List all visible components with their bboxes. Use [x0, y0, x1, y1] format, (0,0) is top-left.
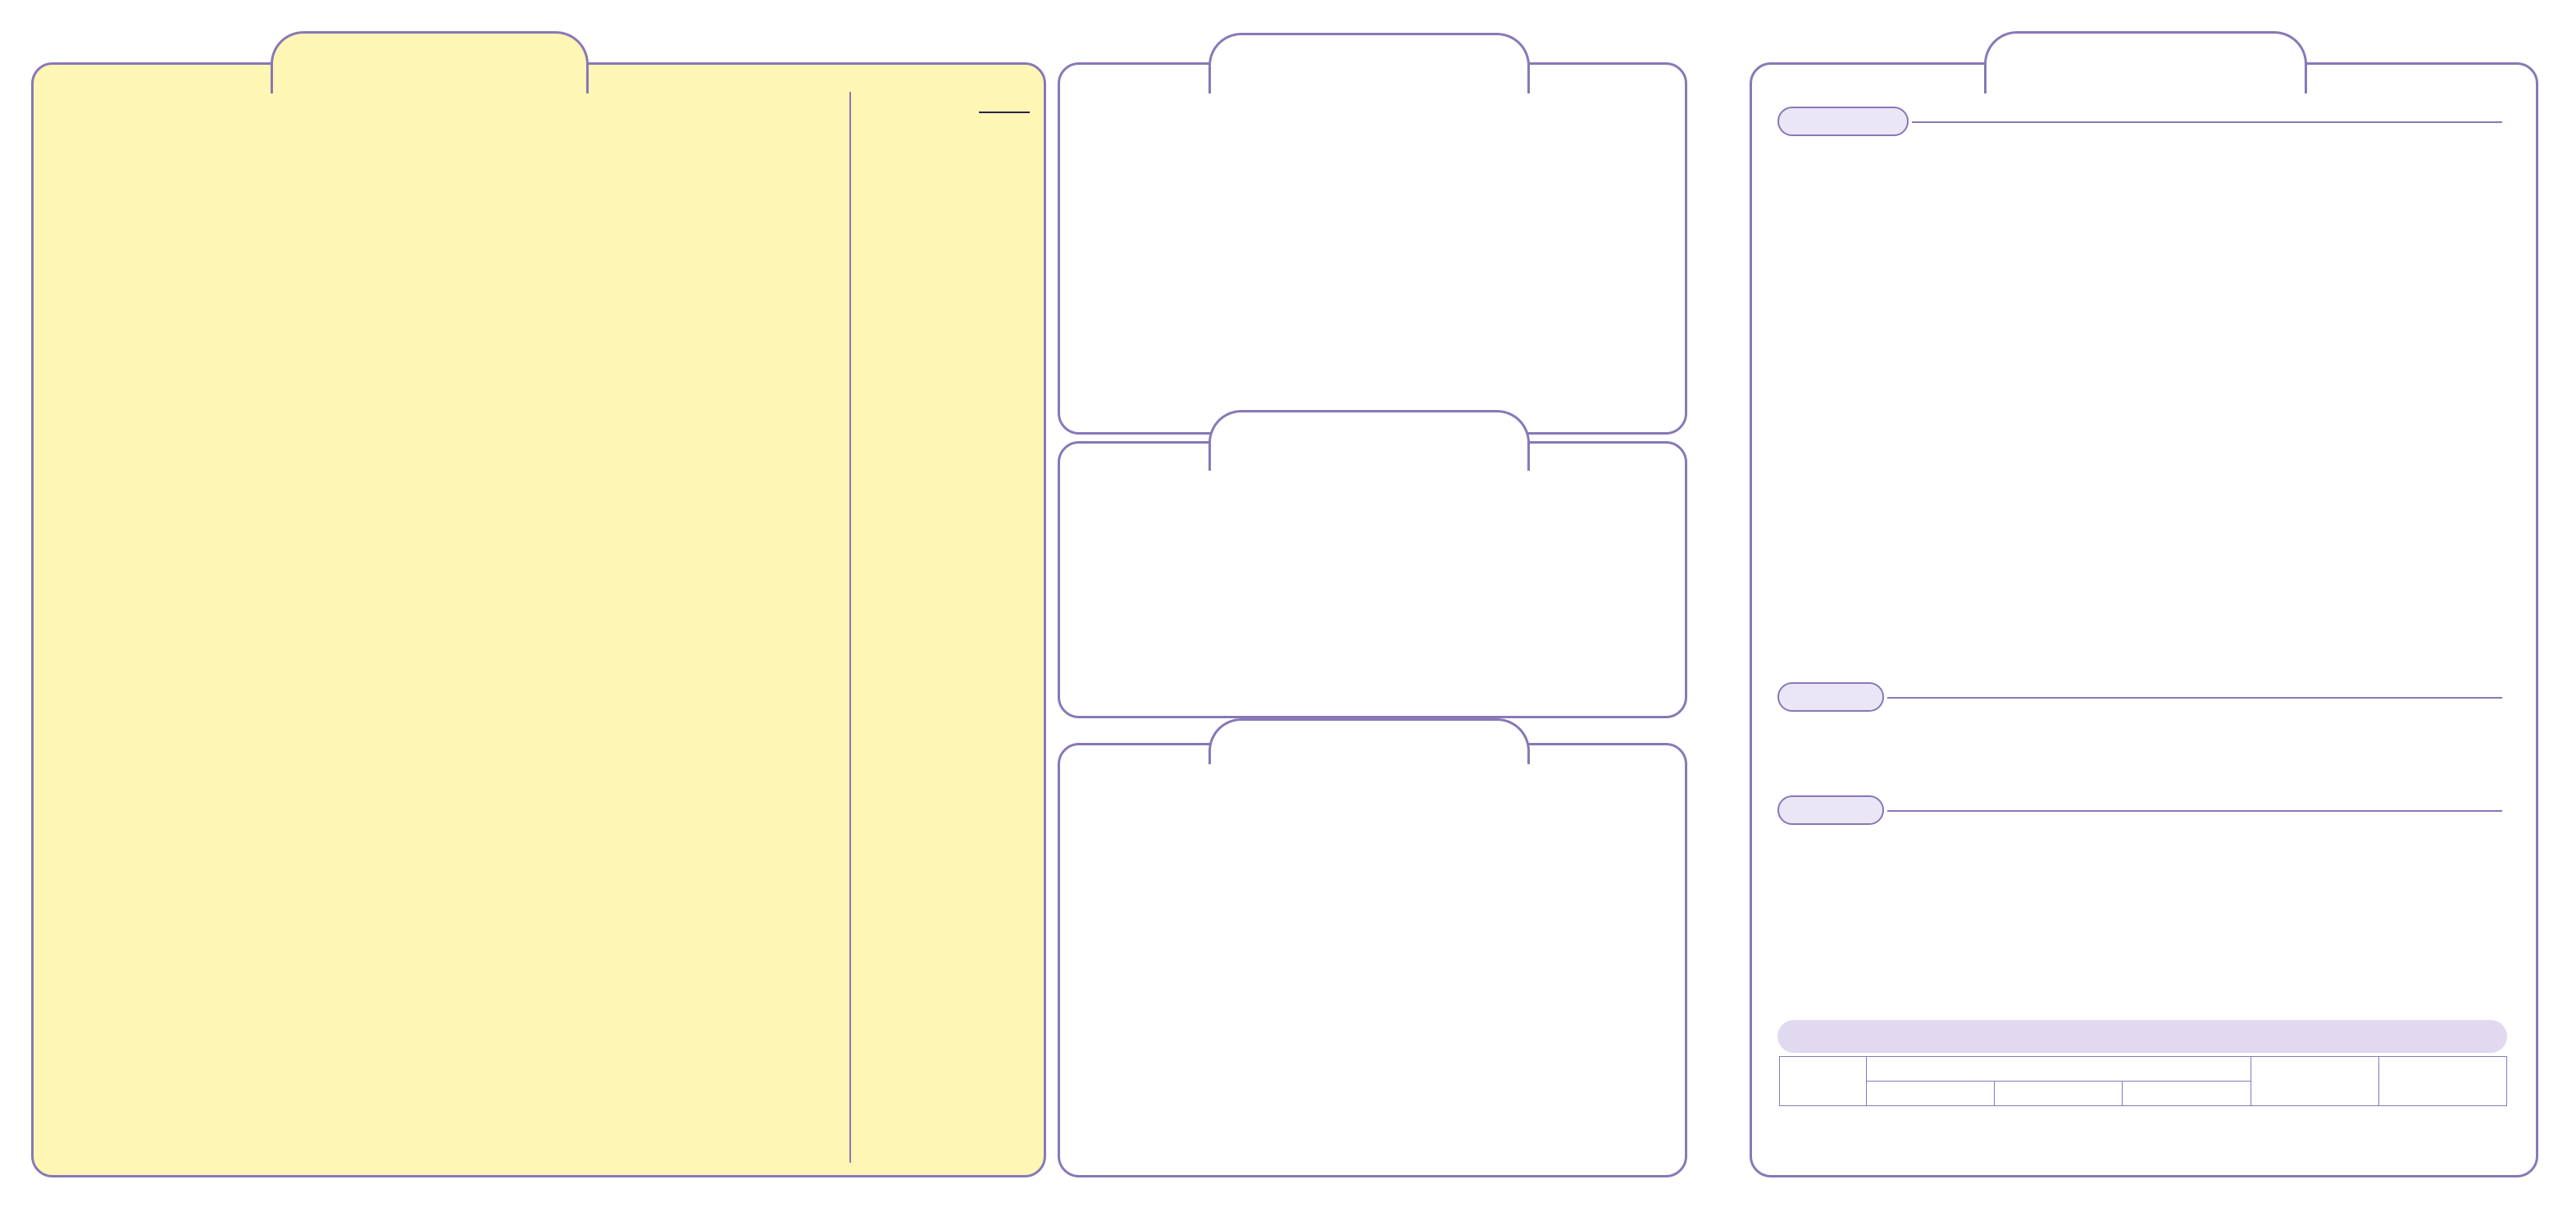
duty-header-wed — [2251, 1057, 2378, 1106]
news-title-tab — [1984, 31, 2307, 93]
word-title-line — [979, 112, 1030, 113]
wednesday-title-tab — [1208, 33, 1530, 93]
regular-title-tab — [1208, 718, 1530, 764]
news-section-events — [1777, 107, 1909, 136]
duty-header-p3 — [2123, 1082, 2251, 1106]
regular-panel — [1058, 743, 1687, 1177]
section-line — [1887, 697, 2502, 699]
duty-header-kind — [1780, 1057, 1867, 1106]
news-panel — [1750, 62, 2538, 1177]
sunday-panel — [31, 62, 1046, 1177]
side-divider — [849, 92, 851, 1163]
duty-header-sunday — [1867, 1057, 2251, 1082]
section-line — [1887, 810, 2502, 812]
section-line — [1912, 121, 2502, 123]
duty-header-fri — [2378, 1057, 2506, 1106]
duty-title — [1777, 1020, 2507, 1053]
friday-title-tab — [1208, 410, 1530, 471]
duty-table — [1779, 1056, 2507, 1106]
news-section-recruit — [1777, 682, 1884, 712]
sunday-title-tab — [271, 31, 589, 93]
friday-panel — [1058, 441, 1687, 718]
wednesday-panel — [1058, 62, 1687, 435]
duty-header-p2 — [1995, 1082, 2123, 1106]
news-section-notice — [1777, 795, 1884, 825]
duty-header-p1 — [1867, 1082, 1995, 1106]
